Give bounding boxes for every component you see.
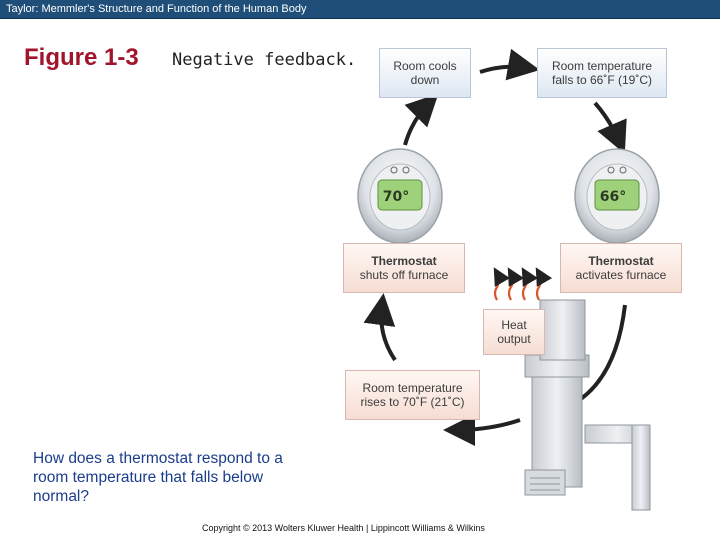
thermostat-right-icon <box>575 149 659 243</box>
thermostat-left-icon <box>358 149 442 243</box>
box-temp-falls <box>537 48 667 98</box>
box-temp-falls-line2: falls to 66˚F (19˚C) <box>551 73 653 87</box>
box-room-cools <box>379 48 471 98</box>
header-title: Taylor: Memmler's Structure and Function of the Human Body <box>6 3 307 15</box>
box-thermostat-off <box>343 243 465 293</box>
thermostat-right-display: 66° <box>599 189 627 205</box>
box-temp-rises-line1: Room temperature <box>362 381 463 395</box>
box-thermostat-off-line2: shuts off furnace <box>359 268 449 282</box>
figure-label: Figure 1-3 <box>24 44 139 71</box>
question-text: How does a thermostat respond to a room temperature that falls below normal? <box>33 450 283 505</box>
arrow-falls-to-thermostat <box>595 103 620 143</box>
box-heat-output-line2: output <box>497 332 531 346</box>
heat-waves-icon <box>495 273 541 300</box>
arrow-thermostat-off-to-cools <box>405 102 430 145</box>
box-temp-rises <box>345 370 480 420</box>
box-thermostat-on-line1: Thermostat <box>588 254 654 268</box>
box-temp-falls-line1: Room temperature <box>551 59 653 73</box>
box-thermostat-on-line2: activates furnace <box>575 268 667 282</box>
box-thermostat-off-line1: Thermostat <box>371 254 437 268</box>
figure-caption: Negative feedback. <box>172 50 357 70</box>
box-room-cools-line1: Room cools <box>393 59 457 73</box>
copyright-notice: Copyright © 2013 Wolters Kluwer Health | Lippincott Williams & Wilkins <box>202 523 485 533</box>
box-heat-output <box>483 309 545 355</box>
arrow-cools-to-falls <box>480 67 528 72</box>
arrow-rises-to-thermostat-off <box>381 305 395 360</box>
box-thermostat-on <box>560 243 682 293</box>
thermostat-left-display: 70° <box>382 189 410 205</box>
box-temp-rises-line2: rises to 70˚F (21˚C) <box>360 395 465 409</box>
box-heat-output-line1: Heat <box>501 318 527 332</box>
arrow-heat-to-rises <box>455 420 520 430</box>
box-room-cools-line2: down <box>410 73 440 87</box>
